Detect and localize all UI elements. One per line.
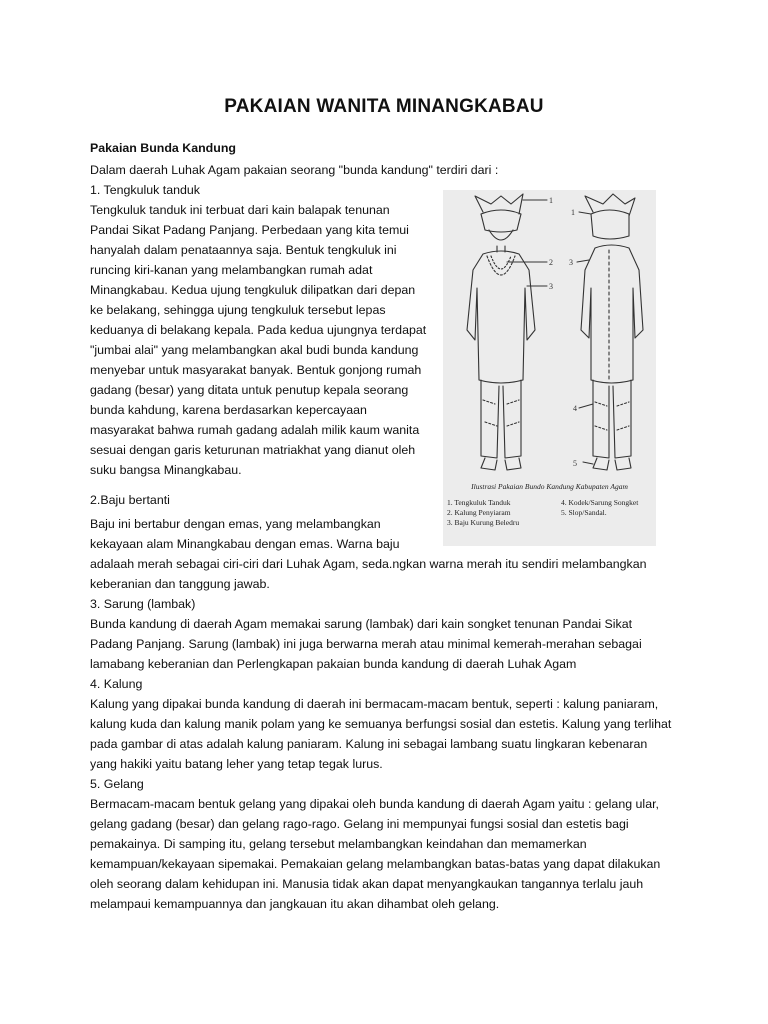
text-line: keduanya di belakang kepala. Pada kedua ujungnya terdapat — [90, 323, 427, 337]
subheading-tengkuluk: 1. Tengkuluk tanduk — [90, 183, 200, 197]
text-line: gelang gadang (besar) dan gelang rago-rago. Gelang ini mempunyai fungsi sosial dan estetis bagi — [90, 817, 629, 831]
text-line: Padang Panjang. Sarung (lambak) ini juga berwarna merah atau minimal kemerah-merahan sebagai — [90, 637, 642, 651]
text-line: adalaah merah sebagai ciri-ciri dari Luhak Agam, seda.ngkan warna merah itu sendiri melambangkan — [90, 557, 647, 571]
legend-item: 1. Tengkuluk Tanduk — [447, 498, 511, 507]
section-heading: Pakaian Bunda Kandung — [90, 141, 236, 155]
text-line: Baju ini bertabur dengan emas, yang melambangkan — [90, 517, 381, 531]
text-line: lamabang keberanian dan Perlengkapan pakaian bunda kandung di daerah Luhak Agam — [90, 657, 577, 671]
text-line: hanyalah dalam penataannya saja. Bentuk tengkuluk ini — [90, 243, 397, 257]
legend-item: 3. Baju Kurung Beledru — [447, 518, 520, 527]
label-1-back: 1 — [571, 208, 575, 217]
subheading-baju: 2.Baju bertanti — [90, 493, 170, 507]
label-3: 3 — [549, 282, 553, 291]
text-line: masyarakat bahwa rumah gadang adalah milik kaum wanita — [90, 423, 420, 437]
label-3-back: 3 — [569, 258, 573, 267]
label-1: 1 — [549, 196, 553, 205]
subheading-gelang: 5. Gelang — [90, 777, 144, 791]
text-line: kalung kuda dan kalung manik polam yang ke semuanya berfungsi sosial dan estetis. Kalung yang terlihat — [90, 717, 672, 731]
text-line: gadang (besar) yang ditata untuk penutup kepala seorang — [90, 383, 409, 397]
text-line: kemampuan/kekayaan sipemakai. Pemakaian gelang melambangkan batas-batas yang dapat dilakukan — [90, 857, 661, 871]
text-line: ke belakang, sehingga ujung tengkuluk tersebut lepas — [90, 303, 386, 317]
text-line: "jumbai alai" yang melambangkan akal budi bunda kandung — [90, 343, 419, 357]
text-line: Bermacam-macam bentuk gelang yang dipakai oleh bunda kandung di daerah Agam yaitu : gelang ular, — [90, 797, 659, 811]
text-line: keberanian dan tanggung jawab. — [90, 577, 270, 591]
text-line: Minangkabau. Kedua ujung tengkuluk dilipatkan dari depan — [90, 283, 416, 297]
label-5: 5 — [573, 459, 577, 468]
text-line: Tengkuluk tanduk ini terbuat dari kain balapak tenunan — [90, 203, 390, 217]
text-line: bunda kahdung, karena berdasarkan kepercayaan — [90, 403, 367, 417]
text-line: Dalam daerah Luhak Agam pakaian seorang "bunda kandung" terdiri dari : — [90, 163, 499, 177]
costume-drawing — [443, 190, 656, 480]
text-line: kekayaan alam Minangkabau dengan emas. Warna baju — [90, 537, 400, 551]
subheading-kalung: 4. Kalung — [90, 677, 143, 691]
text-line: Pandai Sikat Padang Panjang. Perbedaan yang kita temui — [90, 223, 409, 237]
text-line: oleh seorang dalam kehidupan ini. Manusia tidak akan dapat menyangkaukan tangannya terlalu jauh — [90, 877, 644, 891]
text-line: yang hakiki yaitu batang leher yang tetap tegak lurus. — [90, 757, 383, 771]
page-title: PAKAIAN WANITA MINANGKABAU — [224, 96, 544, 117]
label-4: 4 — [573, 404, 577, 413]
subheading-sarung: 3. Sarung (lambak) — [90, 597, 196, 611]
costume-illustration — [443, 190, 656, 546]
figure-caption: Ilustrasi Pakaian Bundo Kandung Kabupaten Agam — [471, 482, 628, 491]
text-line: melampaui kemampuannya dan jangkauan itu akan dihambat oleh gelang. — [90, 897, 500, 911]
text-line: pemakainya. Di samping itu, gelang tersebut melambangkan keindahan dan memamerkan — [90, 837, 587, 851]
text-line: Bunda kandung di daerah Agam memakai sarung (lambak) dari kain songket tenunan Pandai Sikat — [90, 617, 633, 631]
legend-item: 2. Kalung Penyiaram — [447, 508, 511, 517]
text-line: Kalung yang dipakai bunda kandung di daerah ini bermacam-macam bentuk, seperti : kalung paniaram, — [90, 697, 659, 711]
text-line: sesuai dengan garis keturunan matriakhat yang dianut oleh — [90, 443, 416, 457]
text-line: menyebar untuk masyarakat banyak. Bentuk gonjong rumah — [90, 363, 422, 377]
legend-item: 5. Slop/Sandal. — [561, 508, 607, 517]
text-line: suku bangsa Minangkabau. — [90, 463, 242, 477]
text-line: runcing kiri-kanan yang melambangkan rumah adat — [90, 263, 373, 277]
text-line: pada gambar di atas adalah kalung paniaram. Kalung ini sebagai lambang suatu lingkaran kebenaran — [90, 737, 648, 751]
legend-item: 4. Kodek/Sarung Songket — [561, 498, 639, 507]
label-2: 2 — [549, 258, 553, 267]
